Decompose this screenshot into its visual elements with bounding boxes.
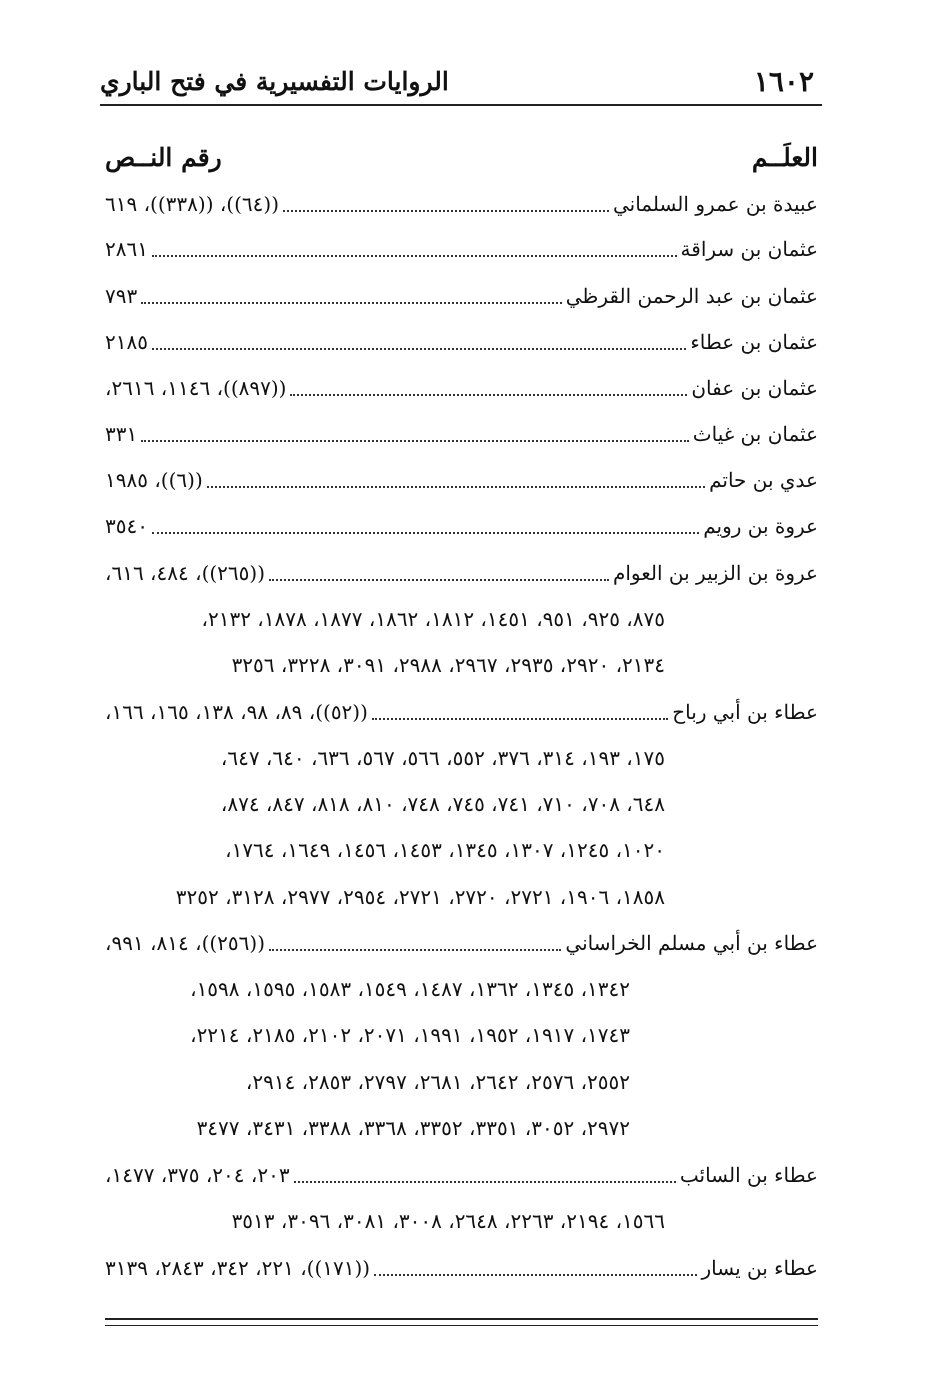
leader-dots: [283, 190, 609, 212]
book-title: الروايات التفسيرية في فتح الباري: [100, 67, 449, 96]
index-entry: [105, 1157, 818, 1193]
index-entry: [105, 694, 818, 730]
leader-dots: [141, 420, 689, 442]
entry-name: عثمان بن عبد الرحمن القرظي: [565, 284, 818, 308]
number-column-heading: رقم النــص: [105, 143, 222, 172]
continuation-line: ١٧٥، ١٩٣، ٣١٤، ٣٧٦، ٥٥٢، ٥٦٦، ٥٦٧، ٦٣٦، ٦٤٠، ٦٤٧،: [220, 746, 665, 770]
header-rule: [100, 104, 822, 106]
entry-name: عثمان بن غياث: [692, 422, 818, 446]
entry-name: عطاء بن أبي مسلم الخراساني: [565, 931, 818, 955]
entry-refs: ((٨٩٧))، ١١٤٦، ٢٦١٦،: [105, 376, 287, 400]
entry-name: عروة بن الزبير بن العوام: [612, 561, 818, 585]
page-header: [100, 62, 822, 106]
page-number: ١٦٠٢: [753, 65, 814, 98]
entry-refs: ((٥٢))، ٨٩، ٩٨، ١٣٨، ١٦٥، ١٦٦،: [105, 700, 368, 724]
index-entry: [105, 324, 818, 360]
continuation-line: ٢٩٧٢، ٣٠٥٢، ٣٣٥١، ٣٣٥٢، ٣٣٦٨، ٣٣٨٨، ٣٤٣١، ٣٤٧٧: [196, 1116, 630, 1140]
entry-refs: ٢٨٦١: [105, 237, 148, 261]
entry-refs: ((٢٦٥))، ٤٨٤، ٦١٦،: [105, 561, 266, 585]
entry-name: عثمان بن عطاء: [690, 330, 818, 354]
continuation-line: ١٧٤٣، ١٩١٧، ١٩٥٢، ١٩٩١، ٢٠٧١، ٢١٠٢، ٢١٨٥، ٢٢١٤،: [190, 1023, 630, 1047]
index-entry: [105, 508, 818, 544]
entry-refs: ((٦٤))، ((٣٣٨))، ٦١٩: [105, 192, 280, 216]
index-entry: [105, 1250, 818, 1286]
continuation-line: ٨٧٥، ٩٢٥، ٩٥١، ١٤٥١، ١٨١٢، ١٨٦٢، ١٨٧٧، ١٨٧٨، ٢١٣٢،: [201, 607, 665, 631]
continuation-line: ٢٥٥٢، ٢٥٧٦، ٢٦٤٢، ٢٦٨١، ٢٧٩٧، ٢٨٥٣، ٢٩١٤،: [245, 1070, 630, 1094]
entry-refs: ٣٥٤٠: [105, 514, 148, 538]
continuation-line: ١٨٥٨، ١٩٠٦، ٢٧٢١، ٢٧٢٠، ٢٧٢١، ٢٩٥٤، ٢٩٧٧، ٣١٢٨، ٣٢٥٢: [175, 885, 665, 909]
name-column-heading: العلَــم: [751, 143, 818, 172]
index-entry: [105, 925, 818, 961]
continuation-line: ١٣٤٢، ١٣٤٥، ١٣٦٢، ١٤٨٧، ١٥٤٩، ١٥٨٣، ١٥٩٥، ١٥٩٨،: [190, 977, 630, 1001]
leader-dots: [269, 929, 561, 951]
leader-dots: [294, 1161, 676, 1183]
continuation-line: ١٠٢٠، ١٢٤٥، ١٣٠٧، ١٣٤٥، ١٤٥٣، ١٤٥٦، ١٦٤٩، ١٧٦٤،: [225, 838, 665, 862]
index-entry: [105, 231, 818, 267]
entry-refs: ٢٠٣، ٢٠٤، ٣٧٥، ١٤٧٧،: [105, 1163, 290, 1187]
index-entry: [105, 416, 818, 452]
column-headings: [105, 140, 818, 180]
entry-name: عثمان بن عفان: [691, 376, 818, 400]
leader-dots: [269, 559, 609, 581]
entry-name: عثمان بن سراقة: [680, 237, 818, 261]
entry-name: عطاء بن أبي رباح: [672, 700, 818, 724]
entry-refs: ((٦))، ١٩٨٥: [105, 468, 203, 492]
index-entry: [105, 462, 818, 498]
footer-rule: [105, 1318, 818, 1326]
leader-dots: [374, 1254, 697, 1276]
index-entry: [105, 370, 818, 406]
entry-refs: ٣٣١: [105, 422, 138, 446]
leader-dots: [152, 328, 686, 350]
leader-dots: [372, 698, 668, 720]
leader-dots: [207, 466, 705, 488]
leader-dots: [290, 374, 687, 396]
index-entry: [105, 555, 818, 591]
entry-name: عطاء بن يسار: [701, 1256, 818, 1280]
index-entry: [105, 278, 818, 314]
index-entry: [105, 186, 818, 222]
leader-dots: [141, 282, 562, 304]
entry-name: عبيدة بن عمرو السلماني: [612, 192, 818, 216]
continuation-line: ٦٤٨، ٧٠٨، ٧١٠، ٧٤١، ٧٤٥، ٧٤٨، ٨١٠، ٨١٨، ٨٤٧، ٨٧٤،: [220, 792, 665, 816]
continuation-line: ١٥٦٦، ٢١٩٤، ٢٢٦٣، ٢٦٤٨، ٣٠٠٨، ٣٠٨١، ٣٠٩٦، ٣٥١٣: [231, 1209, 665, 1233]
entry-name: عروة بن رويم: [703, 514, 818, 538]
entry-refs: ٢١٨٥: [105, 330, 148, 354]
entry-name: عطاء بن السائب: [679, 1163, 818, 1187]
entry-refs: ((٢٥٦))، ٨١٤، ٩٩١،: [105, 931, 266, 955]
entry-refs: ٧٩٣: [105, 284, 138, 308]
leader-dots: [152, 235, 677, 257]
continuation-line: ٢١٣٤، ٢٩٢٠، ٢٩٣٥، ٢٩٦٧، ٢٩٨٨، ٣٠٩١، ٣٢٢٨، ٣٢٥٦: [231, 653, 665, 677]
leader-dots: [152, 512, 699, 534]
entry-name: عدي بن حاتم: [709, 468, 818, 492]
entry-refs: ((١٧١))، ٢٢١، ٣٤٢، ٢٨٤٣، ٣١٣٩: [105, 1256, 371, 1280]
